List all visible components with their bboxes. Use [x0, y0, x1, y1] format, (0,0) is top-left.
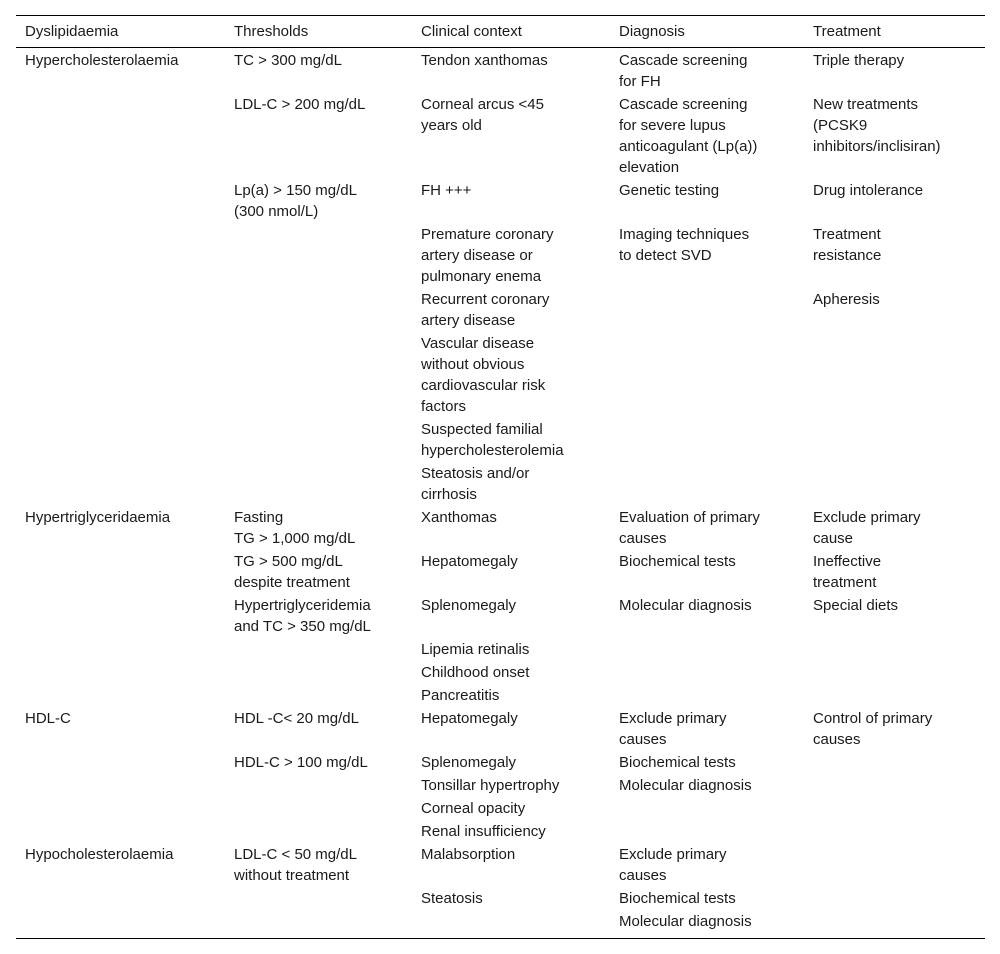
row-label-hypocholesterolaemia: Hypocholesterolaemia [25, 846, 174, 863]
diagnosis-cell: Molecular diagnosis [619, 913, 752, 930]
row-label-hypertriglyceridaemia: Hypertriglyceridaemia [25, 509, 171, 526]
clinical-context-cell: Hepatomegaly [421, 553, 518, 570]
treatment-cell: Treatment resistance [813, 226, 882, 264]
table-top-rule [16, 15, 985, 16]
diagnosis-cell: Exclude primary causes [619, 710, 727, 748]
threshold-cell: LDL-C < 50 mg/dL without treatment [234, 846, 357, 884]
header-bottom-rule [16, 47, 985, 48]
diagnosis-cell: Evaluation of primary causes [619, 509, 760, 547]
threshold-cell: TG > 500 mg/dL despite treatment [234, 553, 350, 591]
threshold-cell: Lp(a) > 150 mg/dL (300 nmol/L) [234, 182, 357, 220]
clinical-context-cell: Corneal arcus <45 years old [421, 96, 544, 134]
treatment-cell: Ineffective treatment [813, 553, 882, 591]
diagnosis-cell: Biochemical tests [619, 890, 736, 907]
clinical-context-cell: Renal insufficiency [421, 823, 546, 840]
diagnosis-cell: Cascade screening for FH [619, 52, 748, 90]
treatment-cell: Special diets [813, 597, 899, 614]
clinical-context-cell: Splenomegaly [421, 597, 517, 614]
treatment-cell: New treatments (PCSK9 inhibitors/inclisiran) [813, 96, 941, 155]
threshold-cell: Fasting TG > 1,000 mg/dL [234, 509, 356, 547]
header-diagnosis: Diagnosis [619, 23, 685, 40]
table-bottom-rule [16, 938, 985, 939]
diagnosis-cell: Exclude primary causes [619, 846, 727, 884]
diagnosis-cell: Molecular diagnosis [619, 777, 752, 794]
threshold-cell: HDL -C< 20 mg/dL [234, 710, 359, 727]
clinical-context-cell: Splenomegaly [421, 754, 517, 771]
clinical-context-cell: Malabsorption [421, 846, 516, 863]
clinical-context-cell: Corneal opacity [421, 800, 526, 817]
threshold-cell: LDL-C > 200 mg/dL [234, 96, 366, 113]
clinical-context-cell: Steatosis and/or cirrhosis [421, 465, 530, 503]
header-dyslipidaemia: Dyslipidaemia [25, 23, 119, 40]
clinical-context-cell: Steatosis [421, 890, 483, 907]
clinical-context-cell: Childhood onset [421, 664, 530, 681]
threshold-cell: Hypertriglyceridemia and TC > 350 mg/dL [234, 597, 371, 635]
clinical-context-cell: Premature coronary artery disease or pulmonary enema [421, 226, 554, 285]
clinical-context-cell: Pancreatitis [421, 687, 500, 704]
diagnosis-cell: Cascade screening for severe lupus anticoagulant (Lp(a)) elevation [619, 96, 758, 176]
treatment-cell: Drug intolerance [813, 182, 924, 199]
treatment-cell: Apheresis [813, 291, 880, 308]
row-label-hypercholesterolaemia: Hypercholesterolaemia [25, 52, 179, 69]
treatment-cell: Triple therapy [813, 52, 905, 69]
diagnosis-cell: Biochemical tests [619, 553, 736, 570]
clinical-context-cell: Hepatomegaly [421, 710, 518, 727]
clinical-context-cell: Tonsillar hypertrophy [421, 777, 560, 794]
clinical-context-cell: Vascular disease without obvious cardiovascular risk factors [421, 335, 546, 415]
clinical-context-cell: FH +++ [421, 182, 472, 199]
treatment-cell: Control of primary causes [813, 710, 933, 748]
diagnosis-cell: Genetic testing [619, 182, 720, 199]
clinical-context-cell: Suspected familial hypercholesterolemia [421, 421, 564, 459]
row-label-hdl-c: HDL-C [25, 710, 71, 727]
header-clinical-context: Clinical context [421, 23, 522, 40]
clinical-context-cell: Xanthomas [421, 509, 497, 526]
header-thresholds: Thresholds [234, 23, 309, 40]
clinical-context-cell: Lipemia retinalis [421, 641, 530, 658]
diagnosis-cell: Biochemical tests [619, 754, 736, 771]
clinical-context-cell: Recurrent coronary artery disease [421, 291, 550, 329]
diagnosis-cell: Imaging techniques to detect SVD [619, 226, 750, 264]
threshold-cell: HDL-C > 100 mg/dL [234, 754, 368, 771]
clinical-context-cell: Tendon xanthomas [421, 52, 548, 69]
header-treatment: Treatment [813, 23, 881, 40]
treatment-cell: Exclude primary cause [813, 509, 921, 547]
threshold-cell: TC > 300 mg/dL [234, 52, 342, 69]
diagnosis-cell: Molecular diagnosis [619, 597, 752, 614]
